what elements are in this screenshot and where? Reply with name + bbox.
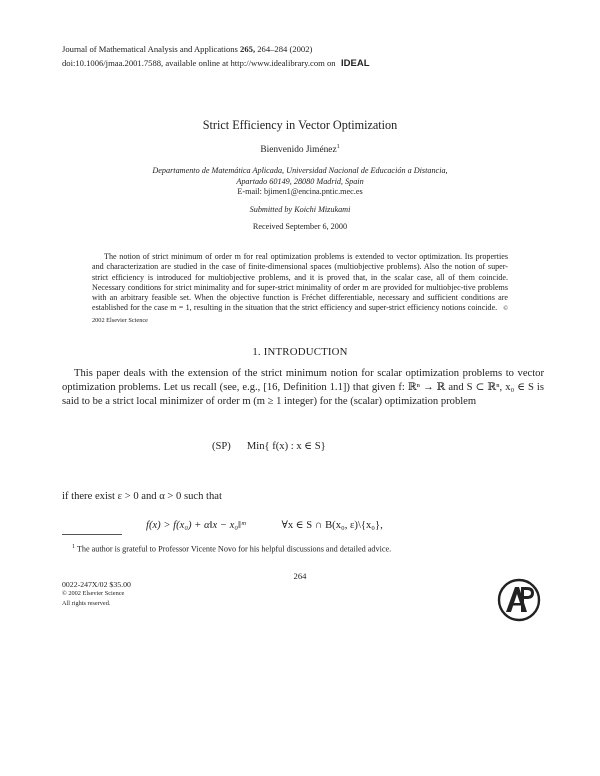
- page-number: 264: [293, 571, 307, 581]
- author-footnote-mark: 1: [336, 144, 340, 150]
- journal-header: [62, 44, 312, 55]
- author-email: E-mail: bjimen1@encina.pntic.mec.es: [237, 187, 363, 196]
- equation-sp: [212, 440, 326, 452]
- author-line: [0, 144, 600, 155]
- equation-inequality: [146, 519, 383, 531]
- academic-press-logo-icon: [497, 577, 541, 623]
- equation-sp-expr: Min{ f(x) : x ∈ S}: [246, 441, 326, 452]
- journal-name: Journal of Mathematical Analysis and Applications: [62, 44, 241, 54]
- doi-line: [62, 57, 379, 71]
- journal-pages-year: 264–284 (2002): [255, 44, 313, 54]
- author-name: Bienvenido Jiménez: [260, 145, 337, 156]
- received-date: Received September 6, 2000: [252, 222, 348, 231]
- issn-code: 0022-247X/02 $35.00: [62, 580, 131, 589]
- issn-rights: All rights reserved.: [62, 599, 111, 607]
- section-heading: 1. INTRODUCTION: [252, 346, 348, 358]
- submitted-by: Submitted by Koichi Mizukami: [249, 205, 351, 214]
- journal-volume: 265,: [240, 44, 256, 54]
- doi-text: doi:10.1006/jmaa.2001.7588, available online at http://www.idealibrary.com on: [62, 58, 336, 68]
- equation-inequality-lhs: f(x) > f(x₀) + α‖x − x₀‖ᵐ: [146, 520, 246, 531]
- affiliation-line-2: Apartado 60149, 28080 Madrid, Spain: [236, 176, 364, 186]
- footnote-text: The author is grateful to Professor Vicente Novo for his helpful discussions and detailed advice.: [75, 544, 392, 554]
- abstract-text: The notion of strict minimum of order m for real optimization problems is extended to vector optimization. Its properties and characterization are studied in the case of finite-dimensional spaces (multiobjective problems). Also the notion of super-strict efficiency is introduced for multiobjective problems, and it is proved that, in the scalar case, all of them coincide. Necessary conditions for strict minimality and for super-strict minimality of order m are provided for multiobjec-tive problems with an arbitrary feasible set. When the objective function is Fréchet differentiable, necessary and sufficient conditions are established for the case m = 1, resulting in the situation that the strict efficiency and super-strict efficiency notions coincide.: [92, 252, 508, 313]
- issn-copyright: © 2002 Elsevier Science: [62, 590, 125, 598]
- footnote-divider: [62, 534, 122, 535]
- abstract-copyright: © 2002 Elsevier Science: [92, 305, 508, 324]
- ideal-logo-icon: [341, 57, 379, 71]
- paper-title: Strict Efficiency in Vector Optimization: [202, 118, 398, 132]
- condition-text: if there exist ε > 0 and α > 0 such that: [62, 491, 222, 502]
- affiliation-line-1: Departamento de Matemática Aplicada, Universidad Nacional de Educación a Distancia,: [152, 166, 448, 175]
- issn-block: [62, 580, 131, 608]
- footnote-mark: 1: [72, 544, 75, 550]
- ideal-logo-text: IDEAL: [340, 58, 370, 68]
- abstract: [92, 252, 508, 326]
- footnote: [62, 542, 544, 555]
- intro-paragraph: This paper deals with the extension of the strict minimum notion for scalar optimization problems to vector optimization problems. Let us recall (see, e.g., [16, Definition 1.1]) that given f: ℝⁿ → ℝ and S ⊂ ℝⁿ, x₀ ∈ S is said to be a strict local minimizer of order m (m ≥ 1 integer) for the (scalar) optimization problem: [62, 368, 544, 407]
- equation-sp-label: (SP): [212, 441, 231, 452]
- equation-inequality-rhs: ∀x ∈ S ∩ B(x₀, ε)\{x₀},: [281, 520, 383, 531]
